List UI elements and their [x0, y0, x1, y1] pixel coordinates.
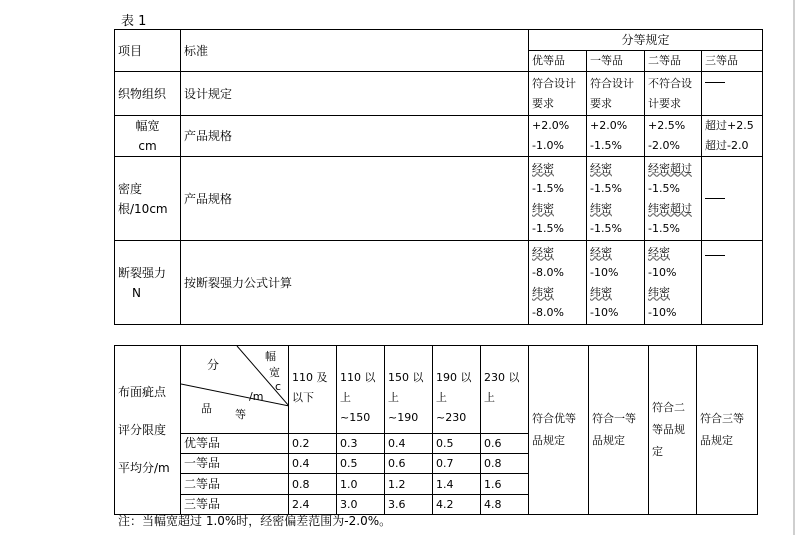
diag-label-bottom: 品 — [201, 402, 212, 415]
score-cell: 0.8 — [289, 474, 337, 495]
header-standard: 标准 — [181, 30, 529, 72]
header-grade: 优等品 — [529, 51, 587, 72]
grade-cell — [702, 157, 763, 241]
grade-cell: 经密 -1.5% 纬密 -1.5% — [587, 157, 645, 241]
score-cell: 1.4 — [433, 474, 481, 495]
score-cell: 0.5 — [337, 454, 385, 474]
window-edge — [793, 0, 795, 535]
grade-label: 一等品 — [181, 454, 289, 474]
grade-cell: 经密 -10% 纬密 -10% — [587, 241, 645, 325]
width-col-header: 150 以 上~190 — [385, 346, 433, 434]
score-cell: 0.6 — [481, 434, 529, 454]
table-row — [115, 72, 763, 116]
grade-cell: +2.5% -2.0% — [645, 116, 702, 157]
grade-cell: 经密 -10% 纬密 -10% — [645, 241, 702, 325]
grade-cell: 经密超过 -1.5% 纬密超过 -1.5% — [645, 157, 702, 241]
header-grade-group: 分等规定 — [529, 30, 763, 51]
row-standard: 产品规格 — [181, 116, 529, 157]
diag-label-unit: /m — [249, 390, 264, 403]
width-col-header: 110 以 上~150 — [337, 346, 385, 434]
score-cell: 1.6 — [481, 474, 529, 495]
score-cell: 0.4 — [385, 434, 433, 454]
table-row — [115, 116, 763, 157]
row-item: 织物组织 — [115, 72, 181, 116]
width-col-header: 110 及 以下 — [289, 346, 337, 434]
conformity-cell: 符合优等 品规定 — [529, 346, 589, 515]
conformity-cell: 符合二 等品规 定 — [649, 346, 697, 515]
grade-cell: 符合设计 要求 — [587, 72, 645, 116]
footnote: 注：当幅宽超过 1.0%时，经密偏差范围为-2.0%。 — [118, 514, 392, 528]
score-cell: 2.4 — [289, 495, 337, 515]
grade-cell: 经密 -8.0% 纬密 -8.0% — [529, 241, 587, 325]
grade-cell: 符合设计 要求 — [529, 72, 587, 116]
score-cell: 0.7 — [433, 454, 481, 474]
header-grade: 一等品 — [587, 51, 645, 72]
score-cell: 3.0 — [337, 495, 385, 515]
diagonal-header-cell — [181, 346, 289, 434]
row-standard: 产品规格 — [181, 157, 529, 241]
diag-label-width: 宽 — [269, 366, 280, 379]
header-grade: 三等品 — [702, 51, 763, 72]
score-cell: 3.6 — [385, 495, 433, 515]
table-row — [115, 157, 763, 241]
diag-label-top: 分 — [207, 358, 220, 372]
grade-label: 三等品 — [181, 495, 289, 515]
dash-mark — [705, 82, 725, 83]
row-header: 布面疵点 评分限度 平均分/m — [115, 346, 181, 515]
dash-mark — [705, 198, 725, 199]
score-cell: 4.8 — [481, 495, 529, 515]
width-col-header: 190 以 上~230 — [433, 346, 481, 434]
row-item: 密度 根/10cm — [115, 157, 181, 241]
row-item: 幅宽 cm — [115, 116, 181, 157]
dash-mark — [705, 255, 725, 256]
table-row — [115, 241, 763, 325]
row-standard: 按断裂强力公式计算 — [181, 241, 529, 325]
score-cell: 1.0 — [337, 474, 385, 495]
table-caption: 表 1 — [121, 14, 147, 29]
grade-cell: +2.0% -1.0% — [529, 116, 587, 157]
score-cell: 0.3 — [337, 434, 385, 454]
grade-cell — [702, 72, 763, 116]
diag-label-width: c — [275, 380, 282, 393]
defect-score-table — [114, 345, 758, 515]
row-standard: 设计规定 — [181, 72, 529, 116]
grade-cell — [702, 241, 763, 325]
score-cell: 0.2 — [289, 434, 337, 454]
grade-cell: 经密 -1.5% 纬密 -1.5% — [529, 157, 587, 241]
conformity-cell: 符合三等 品规定 — [697, 346, 758, 515]
score-cell: 4.2 — [433, 495, 481, 515]
grade-cell: +2.0% -1.5% — [587, 116, 645, 157]
grade-label: 优等品 — [181, 434, 289, 454]
grade-label: 二等品 — [181, 474, 289, 495]
grade-cell: 不符合设 计要求 — [645, 72, 702, 116]
score-cell: 0.5 — [433, 434, 481, 454]
score-cell: 1.2 — [385, 474, 433, 495]
width-col-header: 230 以 上 — [481, 346, 529, 434]
grading-table — [114, 29, 763, 325]
conformity-cell: 符合一等 品规定 — [589, 346, 649, 515]
score-cell: 0.8 — [481, 454, 529, 474]
row-item: 断裂强力 N — [115, 241, 181, 325]
grade-cell: 超过+2.5 超过-2.0 — [702, 116, 763, 157]
score-cell: 0.4 — [289, 454, 337, 474]
score-cell: 0.6 — [385, 454, 433, 474]
diag-label-width: 幅 — [265, 350, 276, 363]
header-item: 项目 — [115, 30, 181, 72]
header-grade: 二等品 — [645, 51, 702, 72]
diag-label-bottom-mid: 等 — [235, 408, 246, 421]
